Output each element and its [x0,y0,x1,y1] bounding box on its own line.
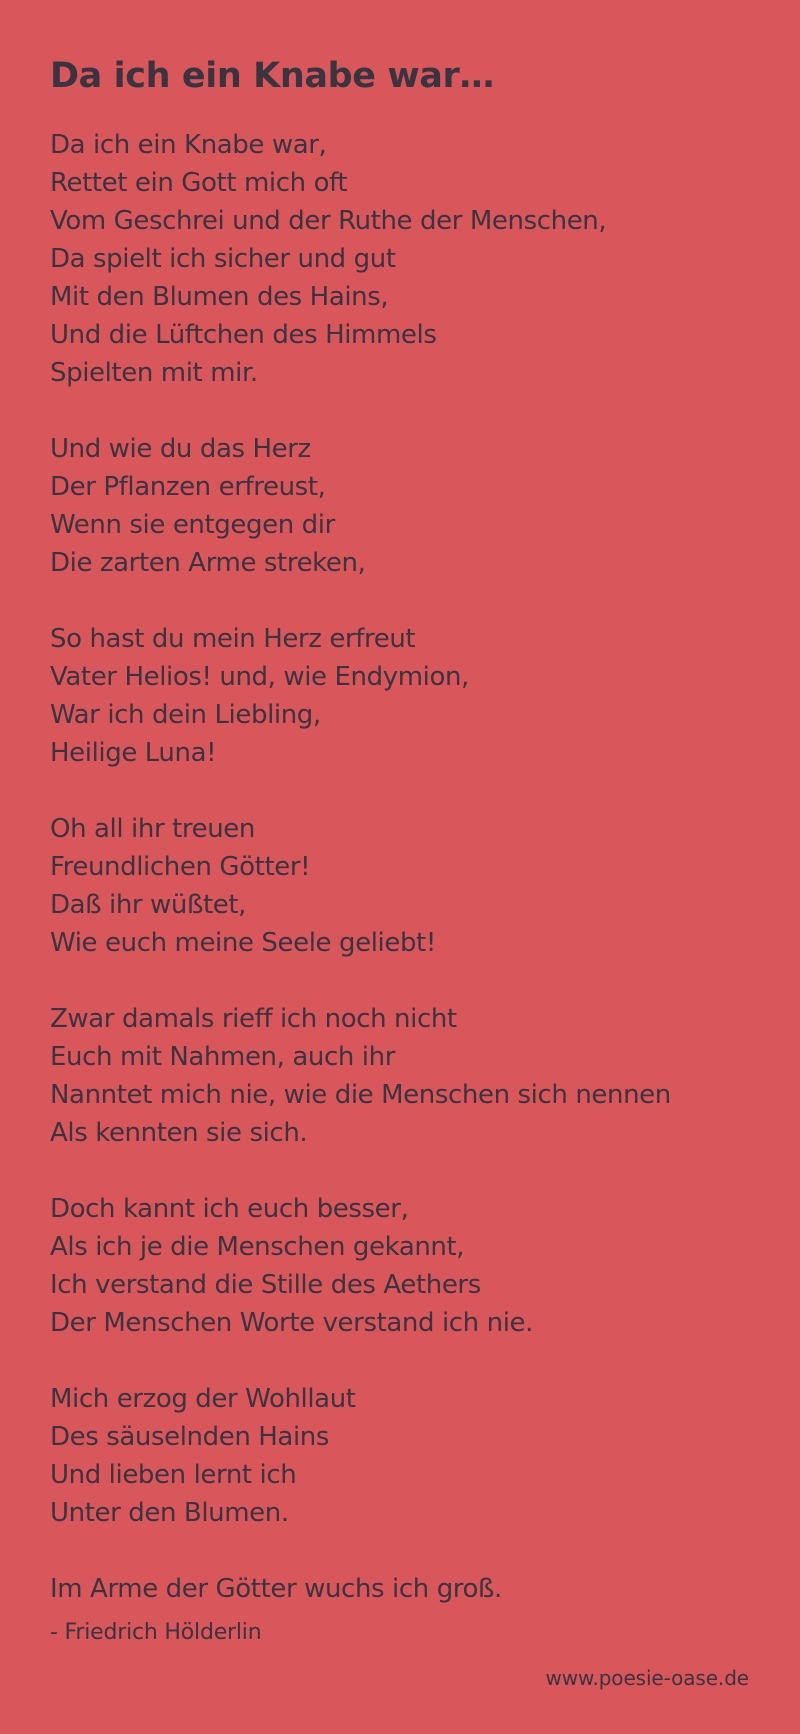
poem-line: Der Pflanzen erfreust, [50,472,326,502]
stanza-4 [50,810,770,962]
poem-line: War ich dein Liebling, [50,700,321,730]
poem-line: Da spielt ich sicher und gut [50,244,396,274]
stanza-2 [50,430,770,582]
poem-line: Zwar damals rieff ich noch nicht [50,1004,457,1034]
poem-line: Daß ihr wüßtet, [50,890,247,920]
poem-line: So hast du mein Herz erfreut [50,624,416,654]
poem-line: Mit den Blumen des Hains, [50,282,389,312]
poem-line: Spielten mit mir. [50,358,258,388]
poem-line: Heilige Luna! [50,738,217,768]
stanza-6 [50,1190,770,1342]
poem-line: Euch mit Nahmen, auch ihr [50,1042,395,1072]
poem-title: Da ich ein Knabe war… [50,56,494,96]
poem-line: Mich erzog der Wohllaut [50,1384,356,1414]
author-credit: - Friedrich Hölderlin [50,1620,262,1645]
poem-line: Ich verstand die Stille des Aethers [50,1270,481,1300]
poem-line: Wenn sie entgegen dir [50,510,335,540]
poem-line: Da ich ein Knabe war, [50,130,327,160]
poem-line: Wie euch meine Seele geliebt! [50,928,436,958]
poem-line: Oh all ihr treuen [50,814,255,844]
stanza-1 [50,126,770,392]
poem-line: Als kennten sie sich. [50,1118,308,1148]
poem-line: Der Menschen Worte verstand ich nie. [50,1308,533,1338]
poem-line: Des säuselnden Hains [50,1422,330,1452]
stanza-3 [50,620,770,772]
final-line: Im Arme der Götter wuchs ich groß. [50,1574,502,1604]
website-link[interactable]: www.poesie-oase.de [545,1666,749,1690]
poem-line: Vom Geschrei und der Ruthe der Menschen, [50,206,607,236]
poem-line: Die zarten Arme streken, [50,548,366,578]
poem-line: Freundlichen Götter! [50,852,311,882]
poem-line: Doch kannt ich euch besser, [50,1194,409,1224]
poem-card [50,52,770,1648]
poem-line: Als ich je die Menschen gekannt, [50,1232,465,1262]
poem-line: Und die Lüftchen des Himmels [50,320,437,350]
stanza-7 [50,1380,770,1532]
poem-line: Vater Helios! und, wie Endymion, [50,662,469,692]
poem-line: Und wie du das Herz [50,434,311,464]
poem-line: Und lieben lernt ich [50,1460,297,1490]
poem-line: Nanntet mich nie, wie die Menschen sich nennen [50,1080,671,1110]
poem-line: Unter den Blumen. [50,1498,289,1528]
poem-line: Rettet ein Gott mich oft [50,168,348,198]
stanza-5 [50,1000,770,1152]
